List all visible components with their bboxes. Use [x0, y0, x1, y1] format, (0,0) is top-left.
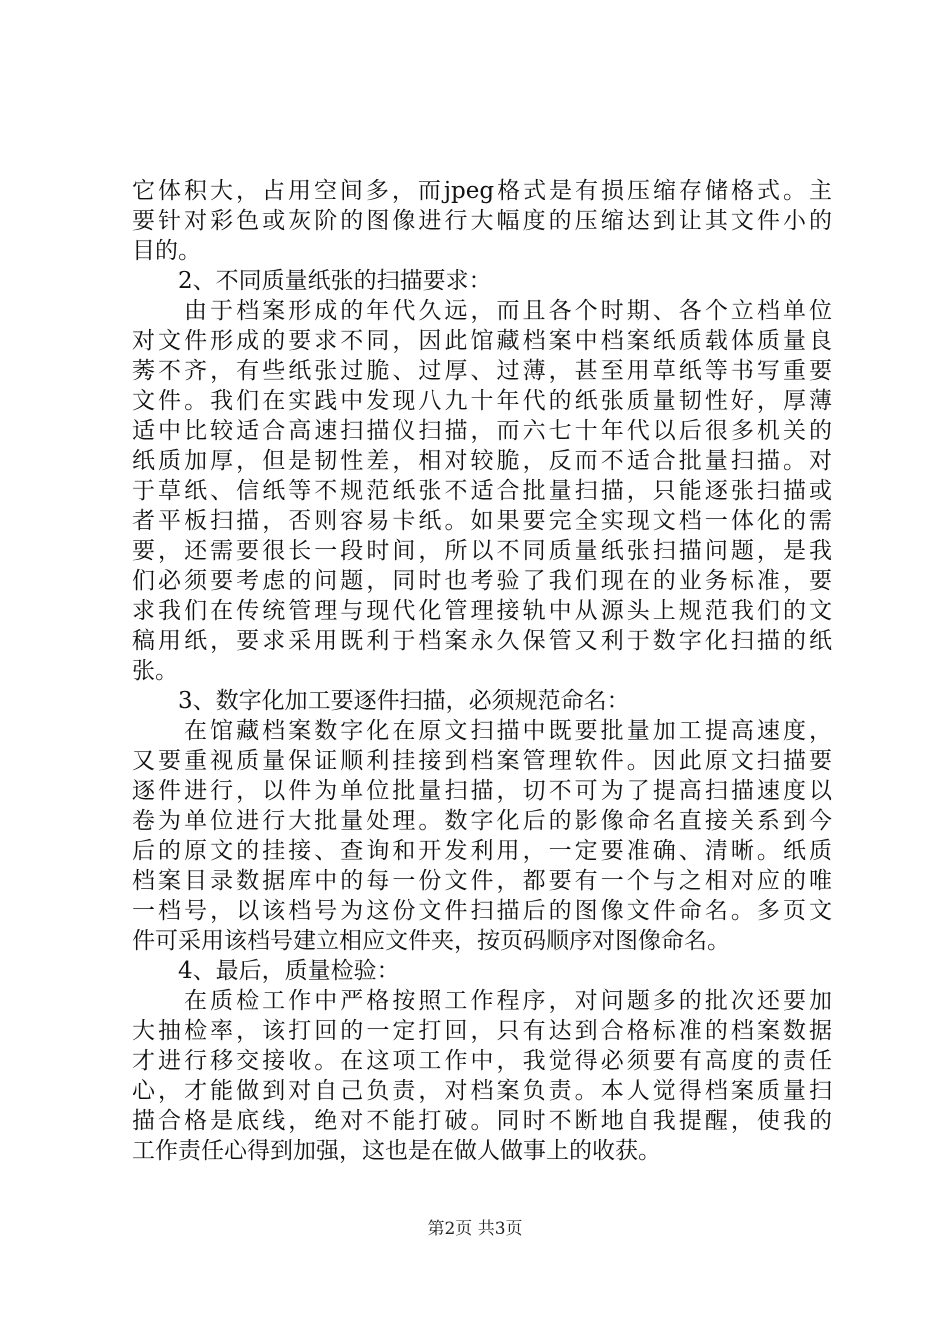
- text-line: 工作责任心得到加强，这也是在做人做事上的收获。: [132, 1138, 661, 1164]
- section-heading-text: 2、不同质量纸张的扫描要求：: [178, 268, 492, 294]
- text-line: 大抽检率，该打回的一定打回，只有达到合格标准的档案数据: [132, 1018, 832, 1044]
- paragraph: [132, 986, 832, 1166]
- text-line: 于草纸、信纸等不规范纸张不适合批量扫描，只能逐张扫描或: [132, 478, 832, 504]
- text-line: 要针对彩色或灰阶的图像进行大幅度的压缩达到让其文件小的: [132, 208, 832, 234]
- text-line: 要，还需要很长一段时间，所以不同质量纸张扫描问题，是我: [132, 538, 832, 564]
- paragraph: [132, 716, 832, 956]
- text-line: 张。: [132, 658, 178, 684]
- text-line: 才进行移交接收。在这项工作中，我觉得必须要有高度的责任: [132, 1048, 832, 1074]
- page-number: 第2页 共3页: [427, 1219, 523, 1239]
- text-line: 由于档案形成的年代久远，而且各个时期、各个立档单位: [184, 298, 832, 324]
- section-heading: [132, 686, 832, 716]
- text-line: 目的。: [132, 238, 201, 264]
- paragraph: [132, 176, 832, 266]
- text-line: 文件。我们在实践中发现八九十年代的纸张质量韧性好，厚薄: [132, 388, 832, 414]
- text-line: 描合格是底线，绝对不能打破。同时不断地自我提醒，使我的: [132, 1108, 832, 1134]
- text-line: 一档号，以该档号为这份文件扫描后的图像文件命名。多页文: [132, 898, 832, 924]
- text-line: 档案目录数据库中的每一份文件，都要有一个与之相对应的唯: [132, 868, 832, 894]
- text-line: 者平板扫描，否则容易卡纸。如果要完全实现文档一体化的需: [132, 508, 832, 534]
- text-line: 莠不齐，有些纸张过脆、过厚、过薄，甚至用草纸等书写重要: [132, 358, 832, 384]
- text-line: 适中比较适合高速扫描仪扫描，而六七十年代以后很多机关的: [132, 418, 832, 444]
- text-line: 纸质加厚，但是韧性差，相对较脆，反而不适合批量扫描。对: [132, 448, 832, 474]
- text-line: 对文件形成的要求不同，因此馆藏档案中档案纸质载体质量良: [132, 328, 832, 354]
- text-line: 又要重视质量保证顺利挂接到档案管理软件。因此原文扫描要: [132, 748, 832, 774]
- section-heading-text: 4、最后，质量检验：: [178, 958, 400, 984]
- text-line: 它体积大，占用空间多，而jpeg格式是有损压缩存储格式。主: [132, 178, 832, 204]
- section-heading-text: 3、数字化加工要逐件扫描，必须规范命名：: [178, 688, 630, 714]
- paragraph: [132, 296, 832, 686]
- document-body: [132, 176, 832, 1166]
- text-line: 求我们在传统管理与现代化管理接轨中从源头上规范我们的文: [132, 598, 832, 624]
- text-line: 们必须要考虑的问题，同时也考验了我们现在的业务标准，要: [132, 568, 832, 594]
- section-heading: [132, 266, 832, 296]
- text-line: 心，才能做到对自己负责，对档案负责。本人觉得档案质量扫: [132, 1078, 832, 1104]
- text-line: 稿用纸，要求采用既利于档案永久保管又利于数字化扫描的纸: [132, 628, 832, 654]
- text-line: 后的原文的挂接、查询和开发利用，一定要准确、清晰。纸质: [132, 838, 832, 864]
- text-line: 在馆藏档案数字化在原文扫描中既要批量加工提高速度，: [184, 718, 832, 744]
- text-line: 卷为单位进行大批量处理。数字化后的影像命名直接关系到今: [132, 808, 832, 834]
- text-line: 件可采用该档号建立相应文件夹，按页码顺序对图像命名。: [132, 928, 730, 954]
- text-line: 在质检工作中严格按照工作程序，对问题多的批次还要加: [184, 988, 832, 1014]
- section-heading: [132, 956, 832, 986]
- page-footer: [0, 1218, 950, 1240]
- text-line: 逐件进行，以件为单位批量扫描，切不可为了提高扫描速度以: [132, 778, 832, 804]
